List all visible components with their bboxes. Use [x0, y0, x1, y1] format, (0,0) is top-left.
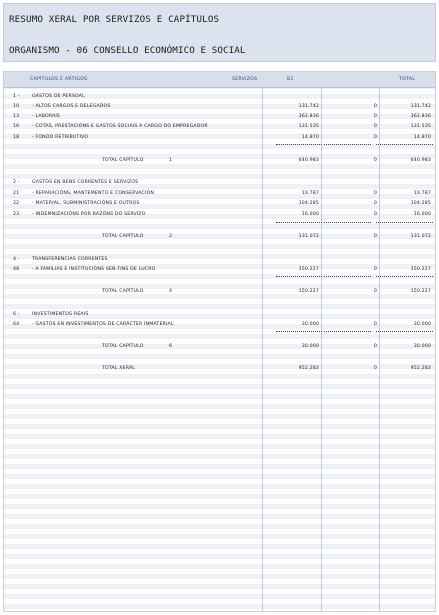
total-value: 952.282	[410, 366, 431, 371]
b1-value: 30.000	[301, 322, 319, 327]
total-label: TOTAL CAPÍTULO	[102, 344, 144, 349]
total-label: TOTAL CAPÍTULO	[102, 158, 144, 163]
header-b1: B1	[287, 77, 294, 82]
column-divider	[321, 72, 322, 611]
total-chapter-number: 1	[169, 158, 173, 163]
table-row	[4, 180, 435, 186]
total-row	[4, 234, 435, 240]
b1-value: 10.787	[301, 191, 319, 196]
row-description: - ALTOS CARGOS E DELEGADOS	[32, 104, 111, 109]
total-row	[4, 289, 435, 295]
row-code: 64	[13, 322, 20, 327]
mid-value: 0	[373, 322, 377, 327]
row-code: 22	[13, 201, 20, 206]
mid-value: 0	[373, 366, 377, 371]
b1-value: 131.072	[298, 234, 319, 239]
row-description: - LABORAIS	[32, 114, 61, 119]
b1-value: 362.836	[298, 114, 319, 119]
row-code: 6 -	[13, 312, 20, 317]
total-label: TOTAL XERAL	[102, 366, 136, 371]
mid-value: 0	[373, 212, 377, 217]
b1-value: 14.870	[301, 135, 319, 140]
total-value: 30.000	[413, 322, 431, 327]
b1-value: 150.227	[298, 289, 319, 294]
row-code: 2 -	[13, 180, 20, 185]
mid-value: 0	[373, 234, 377, 239]
table-row	[4, 124, 435, 130]
mid-value: 0	[373, 191, 377, 196]
mid-value: 0	[373, 104, 377, 109]
row-description: - MATERIAL, SUBMINISTRACIÓNS E OUTROS	[32, 201, 140, 206]
table-row	[4, 312, 435, 318]
header-services: SERVIZOS	[232, 77, 258, 82]
row-description: - COTAS, PRESTACIÓNS E GASTOS SOCIAIS A CARGO DO EMPREGADOR	[32, 124, 208, 129]
b1-value: 16.000	[301, 212, 319, 217]
subtotal-separator	[324, 222, 371, 223]
row-code: 13	[13, 114, 20, 119]
organism-title: ORGANISMO - 06 CONSELLO ECONÓMICO E SOCIAL	[9, 45, 246, 56]
subtotal-separator	[376, 144, 433, 145]
total-value: 30.000	[413, 344, 431, 349]
table-row	[4, 135, 435, 141]
row-code: 23	[13, 212, 20, 217]
subtotal-separator	[324, 144, 371, 145]
row-code: 1 -	[13, 94, 20, 99]
column-divider	[262, 72, 263, 611]
total-chapter-number: 4	[169, 289, 173, 294]
table-row	[4, 257, 435, 263]
mid-value: 0	[373, 158, 377, 163]
row-description: - INDEMNIZACIÓNS POR RAZÓNS DO SERVIZO	[32, 212, 146, 217]
row-description: GASTOS DE PERSOAL	[32, 94, 85, 99]
table-header	[4, 72, 435, 88]
total-value: 131.072	[410, 234, 431, 239]
total-value: 14.870	[413, 135, 431, 140]
row-code: 4 -	[13, 257, 20, 262]
header-total: TOTAL	[399, 77, 416, 82]
row-description: - REPARACIÓNS, MANTEMENTO E CONSERVACIÓN	[32, 191, 155, 196]
table-row	[4, 212, 435, 218]
row-code: 21	[13, 191, 20, 196]
subtotal-separator	[376, 331, 433, 332]
subtotal-separator	[324, 276, 371, 277]
total-value: 150.227	[410, 289, 431, 294]
column-divider	[379, 72, 380, 611]
row-description: - GASTOS EN INVESTIMENTOS DE CARÁCTER INMATERIAL	[32, 322, 174, 327]
subtotal-separator	[276, 144, 322, 145]
subtotal-separator	[376, 222, 433, 223]
report-title: RESUMO XERAL POR SERVIZOS E CAPÍTULOS	[9, 14, 220, 25]
b1-value: 952.282	[298, 366, 319, 371]
b1-value: 131.742	[298, 104, 319, 109]
mid-value: 0	[373, 124, 377, 129]
total-value: 131.535	[410, 124, 431, 129]
row-description: GASTOS EN BENS CORRENTES E SERVIZOS	[32, 180, 139, 185]
row-description: INVESTIMENTOS REAIS	[32, 312, 89, 317]
table-row	[4, 104, 435, 110]
mid-value: 0	[373, 201, 377, 206]
row-code: 16	[13, 124, 20, 129]
mid-value: 0	[373, 114, 377, 119]
summary-table	[3, 71, 436, 612]
b1-value: 104.285	[298, 201, 319, 206]
mid-value: 0	[373, 267, 377, 272]
row-code: 10	[13, 104, 20, 109]
table-row	[4, 114, 435, 120]
subtotal-separator	[376, 276, 433, 277]
total-value: 131.742	[410, 104, 431, 109]
table-row	[4, 94, 435, 100]
b1-value: 150.227	[298, 267, 319, 272]
total-value: 16.000	[413, 212, 431, 217]
total-label: TOTAL CAPÍTULO	[102, 289, 144, 294]
table-row	[4, 267, 435, 273]
row-description: - FONDO RETRIBUTIVO	[32, 135, 89, 140]
mid-value: 0	[373, 135, 377, 140]
total-row	[4, 344, 435, 350]
b1-value: 30.000	[301, 344, 319, 349]
total-label: TOTAL CAPÍTULO	[102, 234, 144, 239]
total-chapter-number: 6	[169, 344, 173, 349]
mid-value: 0	[373, 344, 377, 349]
total-value: 150.227	[410, 267, 431, 272]
row-description: TRANSFERENCIAS CORRENTES	[32, 257, 108, 262]
table-row	[4, 201, 435, 207]
header-chapters: CAPÍTULOS E ARTIGOS	[30, 77, 88, 82]
table-row	[4, 191, 435, 197]
total-value: 104.285	[410, 201, 431, 206]
table-row	[4, 322, 435, 328]
total-value: 362.836	[410, 114, 431, 119]
b1-value: 640.983	[298, 158, 319, 163]
total-chapter-number: 2	[169, 234, 173, 239]
total-row	[4, 158, 435, 164]
mid-value: 0	[373, 289, 377, 294]
row-code: 48	[13, 267, 20, 272]
subtotal-separator	[324, 331, 371, 332]
row-description: - A FAMILIAS E INSTITUCIÓNS SEN FINS DE LUCRO	[32, 267, 156, 272]
total-value: 640.983	[410, 158, 431, 163]
subtotal-separator	[276, 331, 322, 332]
total-value: 10.787	[413, 191, 431, 196]
row-code: 18	[13, 135, 20, 140]
subtotal-separator	[276, 276, 322, 277]
report-header	[3, 3, 436, 62]
subtotal-separator	[276, 222, 322, 223]
b1-value: 131.535	[298, 124, 319, 129]
total-row	[4, 366, 435, 372]
